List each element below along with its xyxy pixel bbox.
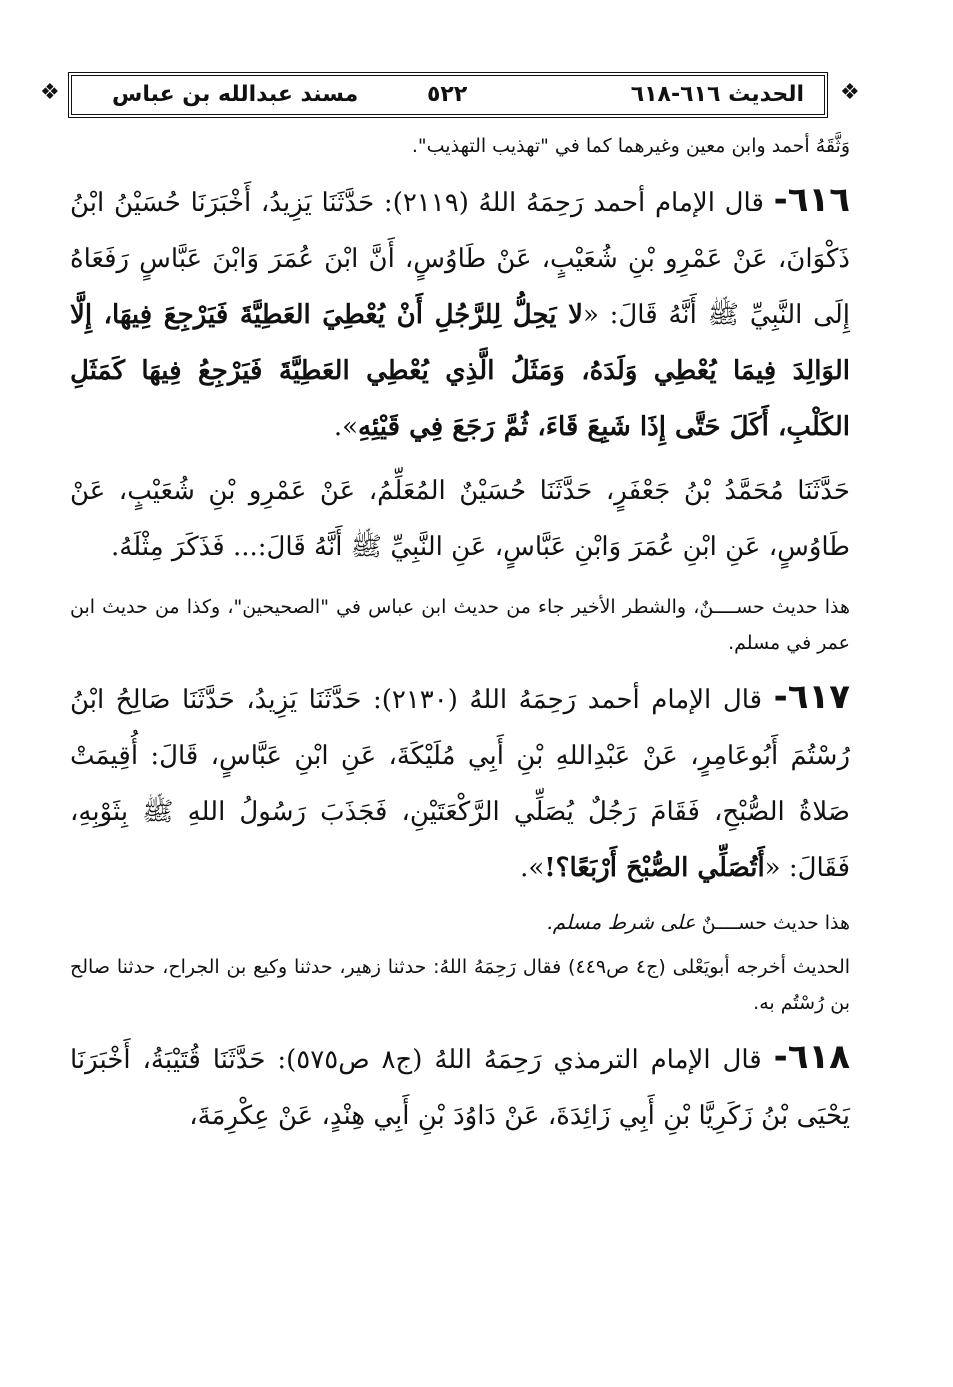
hadith-617-grading-note <box>70 904 850 941</box>
hadith-617-matn: أَتُصَلِّي الصُّبْحَ أَرْبَعًا؟! <box>544 853 765 883</box>
hadith-616-grading-note: هذا حديث حســــنٌ، والشطر الأخير جاء من حديث ابن عباس في "الصحيحين"، وكذا من حديث ابن عمر في مسلم. <box>70 596 850 654</box>
hadith-617-grading: هذا حديث حســــنٌ <box>701 912 850 934</box>
header-page-number: ٥٢٢ <box>427 82 468 107</box>
header-book-title: مسند عبدالله بن عباس <box>112 82 359 107</box>
header-left-ornament: ❖ <box>40 80 60 105</box>
hadith-618-number: ٦١٨- <box>773 1037 851 1077</box>
hadith-617-takhrij-note: الحديث أخرجه أبويَعْلى (ج٤ ص٤٤٩) فقال رَحِمَهُ اللهُ: حدثنا زهير، حدثنا وكيع بن الجراح، حدثنا صالح بن رُسْتُم به. <box>70 956 851 1014</box>
header-hadith-range: الحديث ٦١٦-٦١٨ <box>630 82 804 107</box>
hadith-616-isnad: قال الإمام أحمد رَحِمَهُ اللهُ (٢١١٩): حَدَّثَنَا يَزِيدُ، أَخْبَرَنَا حُسَيْنُ ابْنُ ذَكْوَانَ، عَنْ عَمْرِو بْنِ شُعَيْبٍ، عَنْ طَاوُسٍ، أَنَّ ابْنَ عُمَرَ وَابْنَ عَبَّاسٍ رَفَعَاهُ إِلَى النَّبِيِّ ﷺ أَنَّهُ قَالَ: « <box>70 188 850 330</box>
page-body <box>70 128 850 1144</box>
hadith-618-isnad: قال الإمام الترمذي رَحِمَهُ اللهُ (ج٨ ص٥٧٥): حَدَّثَنَا قُتَيْبَةُ، أَخْبَرَنَا يَحْيَى بْنُ زَكَرِيَّا بْنِ أَبِي زَائِدَةَ، عَنْ دَاوُدَ بْنِ أَبِي هِنْدٍ، عَنْ عِكْرِمَةَ، <box>70 1045 850 1131</box>
hadith-616-matn: لا يَحِلُّ لِلرَّجُلِ أَنْ يُعْطِيَ العَطِيَّةَ فَيَرْجِعَ فِيهَا، إِلَّا الوَالِدَ فِيمَا يُعْطِي وَلَدَهُ، وَمَثَلُ الَّذِي يُعْطِي العَطِيَّةَ فَيَرْجِعُ فِيهَا كَمَثَلِ الكَلْبِ، أَكَلَ حَتَّى إِذَا شَبِعَ قَاءَ، ثُمَّ رَجَعَ فِي قَيْئِهِ <box>70 300 850 442</box>
hadith-616-text <box>70 172 850 455</box>
hadith-618-text <box>70 1029 850 1144</box>
hadith-617-handwritten-note: على شرط مسلم. <box>546 910 696 934</box>
intro-note: وَثَّقَهُ أحمد وابن معين وغيرهما كما في "تهذيب التهذيب". <box>411 135 850 157</box>
hadith-617-close: ». <box>520 853 545 883</box>
page-header <box>68 72 828 118</box>
hadith-616-second-chain: حَدَّثَنَا مُحَمَّدُ بْنُ جَعْفَرٍ، حَدَّثَنَا حُسَيْنٌ المُعَلِّمُ، عَنْ عَمْرِو بْنِ شُعَيْبٍ، عَنْ طَاوُسٍ، عَنِ ابْنِ عُمَرَ وَابْنِ عَبَّاسٍ، عَنِ النَّبِيِّ ﷺ أَنَّهُ قَالَ:... فَذَكَرَ مِثْلَهُ. <box>70 476 850 562</box>
hadith-616-number: ٦١٦- <box>773 180 851 220</box>
hadith-617-text <box>70 669 850 896</box>
hadith-617-number: ٦١٧- <box>773 677 850 717</box>
hadith-617-isnad: قال الإمام أحمد رَحِمَهُ اللهُ (٢١٣٠): حَدَّثَنَا يَزِيدُ، حَدَّثَنَا صَالِحُ ابْنُ رُسْتُمَ أَبُوعَامِرٍ، عَنْ عَبْدِاللهِ بْنِ أَبِي مُلَيْكَةَ، عَنِ ابْنِ عَبَّاسٍ، قَالَ: أُقِيمَتْ صَلاةُ الصُّبْحِ، فَقَامَ رَجُلٌ يُصَلِّي الرَّكْعَتَيْنِ، فَجَذَبَ رَسُولُ اللهِ ﷺ بِثَوْبِهِ، فَقَالَ: « <box>70 685 850 883</box>
hadith-616-close: ». <box>333 412 358 442</box>
header-right-ornament: ❖ <box>840 80 860 105</box>
